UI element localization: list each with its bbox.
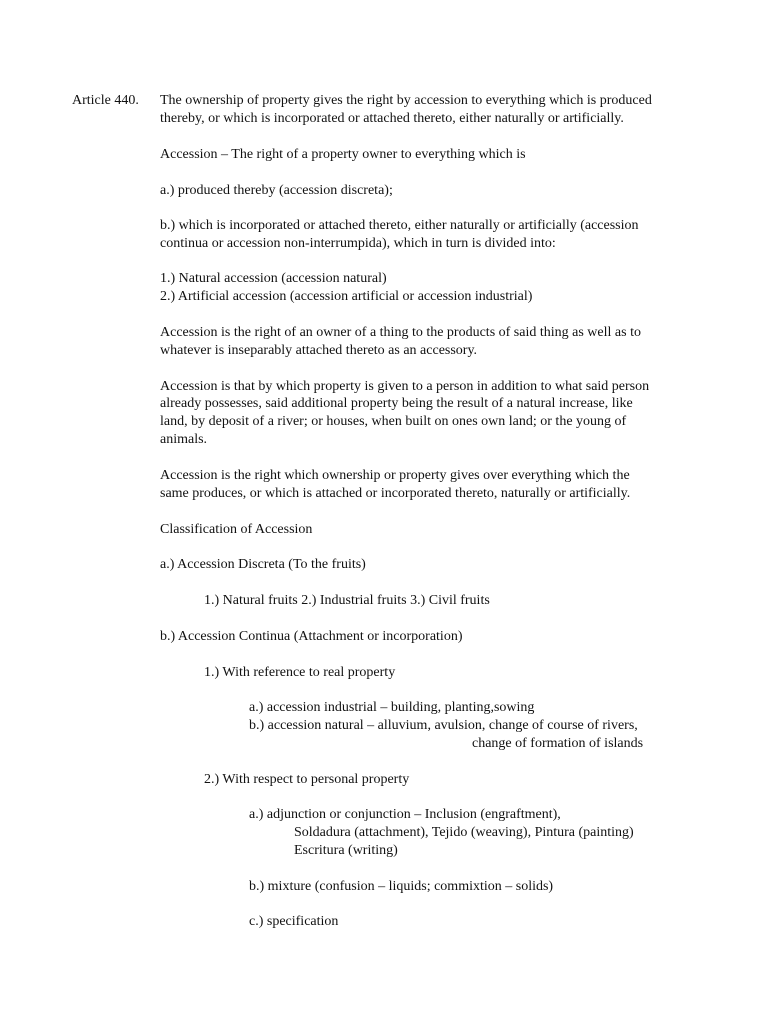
article-number: Article 440. [72, 93, 139, 108]
accession-industrial: a.) accession industrial – building, planting,sowing [249, 700, 535, 715]
accession-natural: b.) accession natural – alluvium, avulsion, change of course of rivers, [249, 718, 638, 733]
paragraph-line: same produces, or which is attached or incorporated thereto, naturally or artificially. [160, 486, 631, 501]
real-property: 1.) With reference to real property [204, 665, 396, 680]
paragraph-line: Accession is the right which ownership or property gives over everything which the [160, 468, 630, 483]
adjunction-forms: Soldadura (attachment), Tejido (weaving), Pintura (painting) [294, 825, 634, 840]
classification-heading: Classification of Accession [160, 522, 313, 537]
specification: c.) specification [249, 914, 339, 929]
article-text-line: thereby, or which is incorporated or attached thereto, either naturally or artificially. [160, 111, 624, 126]
division-natural: 1.) Natural accession (accession natural) [160, 271, 387, 286]
paragraph-line: already possesses, said additional property being the result of a natural increase, like [160, 396, 633, 411]
paragraph-line: animals. [160, 432, 208, 447]
fruit-types: 1.) Natural fruits 2.) Industrial fruits 3.) Civil fruits [204, 593, 490, 608]
paragraph-line: land, by deposit of a river; or houses, when built on ones own land; or the young of [160, 414, 627, 429]
item-a: a.) produced thereby (accession discreta); [160, 183, 393, 198]
paragraph-line: Accession is the right of an owner of a thing to the products of said thing as well as to [160, 325, 641, 340]
item-b-line: continua or accession non-interrumpida), which in turn is divided into: [160, 236, 556, 251]
mixture: b.) mixture (confusion – liquids; commixtion – solids) [249, 879, 554, 894]
accession-definition: Accession – The right of a property owner to everything which is [160, 147, 526, 162]
accession-discreta: a.) Accession Discreta (To the fruits) [160, 557, 366, 572]
paragraph-line: Accession is that by which property is given to a person in addition to what said person [160, 379, 650, 394]
article-text-line: The ownership of property gives the right by accession to everything which is produced [160, 93, 652, 108]
division-artificial: 2.) Artificial accession (accession artificial or accession industrial) [160, 289, 533, 304]
adjunction-forms: Escritura (writing) [294, 843, 398, 858]
adjunction: a.) adjunction or conjunction – Inclusion (engraftment), [249, 807, 561, 822]
personal-property: 2.) With respect to personal property [204, 772, 410, 787]
paragraph-line: whatever is inseparably attached thereto as an accessory. [160, 343, 478, 358]
item-b-line: b.) which is incorporated or attached thereto, either naturally or artificially (accession [160, 218, 639, 233]
accession-natural-cont: change of formation of islands [472, 736, 644, 751]
accession-continua: b.) Accession Continua (Attachment or incorporation) [160, 629, 463, 644]
